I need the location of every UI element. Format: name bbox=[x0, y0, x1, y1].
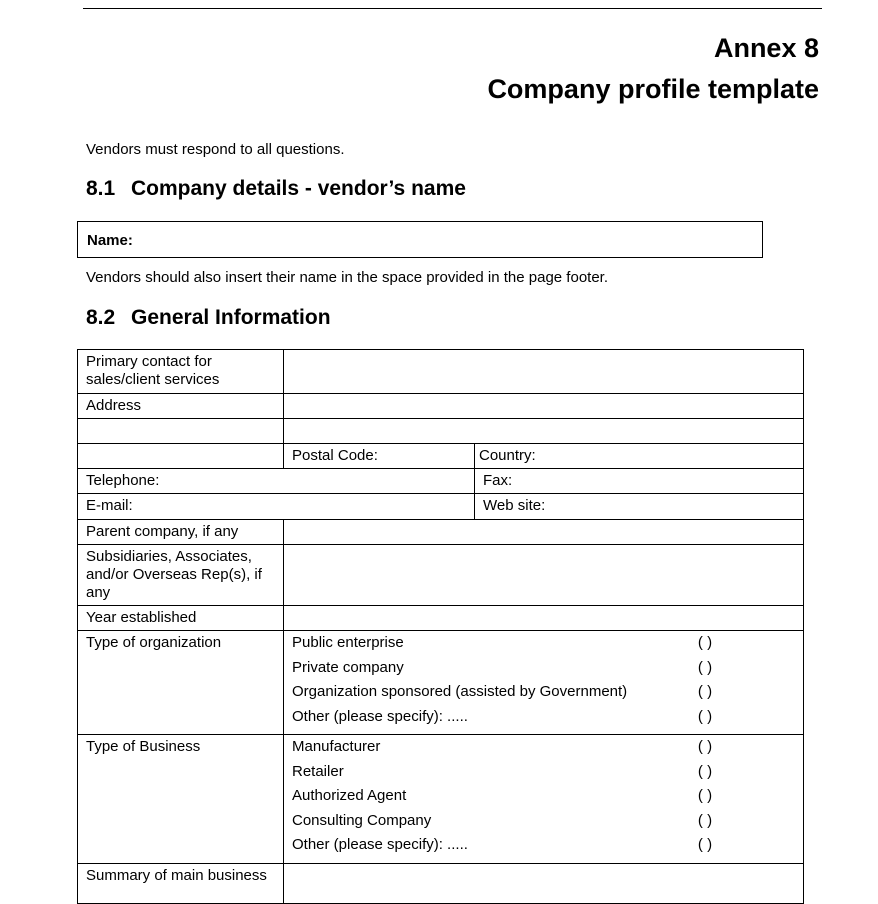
address-label: Address bbox=[78, 394, 284, 419]
primary-contact-field[interactable] bbox=[284, 350, 804, 394]
business-options bbox=[284, 735, 804, 864]
section-number: 8.2 bbox=[86, 306, 116, 329]
fax-field[interactable] bbox=[475, 469, 804, 494]
checkbox-mark[interactable]: ( ) bbox=[697, 634, 713, 651]
address-field-line-2[interactable] bbox=[284, 419, 804, 444]
table-row bbox=[78, 350, 804, 394]
website-field[interactable] bbox=[475, 494, 804, 520]
organization-options bbox=[284, 631, 804, 735]
parent-company-label: Parent company, if any bbox=[78, 520, 284, 545]
postal-code-field[interactable] bbox=[284, 444, 475, 469]
name-label: Name: bbox=[87, 232, 133, 249]
option-label: Retailer bbox=[292, 762, 344, 780]
address-label-spacer bbox=[78, 419, 284, 444]
option-label: Authorized Agent bbox=[292, 787, 407, 804]
option-consulting-company[interactable] bbox=[292, 812, 795, 837]
type-of-business-label: Type of Business bbox=[78, 735, 284, 864]
table-row bbox=[78, 444, 804, 469]
email-field[interactable] bbox=[78, 494, 475, 520]
table-row bbox=[78, 631, 804, 735]
checkbox-mark[interactable]: ( ) bbox=[697, 811, 713, 829]
option-other-business[interactable] bbox=[292, 836, 795, 861]
option-other-organization[interactable] bbox=[292, 708, 795, 733]
annex-heading bbox=[487, 28, 819, 110]
checkbox-mark[interactable]: ( ) bbox=[697, 683, 713, 700]
address-field-line-1[interactable] bbox=[284, 394, 804, 419]
country-label: Country: bbox=[479, 447, 536, 464]
checkbox-mark[interactable]: ( ) bbox=[697, 836, 713, 853]
table-row bbox=[78, 394, 804, 419]
checkbox-mark[interactable]: ( ) bbox=[697, 738, 713, 755]
general-info-table bbox=[77, 349, 804, 904]
option-label: Private company bbox=[292, 658, 404, 676]
checkbox-mark[interactable]: ( ) bbox=[697, 762, 713, 780]
table-row bbox=[78, 469, 804, 494]
address-label-spacer bbox=[78, 444, 284, 469]
parent-company-field[interactable] bbox=[284, 520, 804, 545]
option-private-company[interactable] bbox=[292, 659, 795, 684]
table-row bbox=[78, 545, 804, 606]
year-established-label: Year established bbox=[78, 606, 284, 631]
section-heading-8-1 bbox=[86, 177, 466, 201]
option-public-enterprise[interactable] bbox=[292, 634, 795, 659]
section-title: General Information bbox=[131, 306, 331, 329]
telephone-field[interactable] bbox=[78, 469, 475, 494]
top-rule bbox=[83, 8, 822, 9]
table-row bbox=[78, 494, 804, 520]
year-established-field[interactable] bbox=[284, 606, 804, 631]
summary-field[interactable] bbox=[284, 863, 804, 903]
website-label: Web site: bbox=[483, 497, 546, 514]
table-row bbox=[78, 419, 804, 444]
option-authorized-agent[interactable] bbox=[292, 787, 795, 812]
option-manufacturer[interactable] bbox=[292, 738, 795, 763]
option-label: Manufacturer bbox=[292, 738, 381, 755]
option-label: Consulting Company bbox=[292, 811, 432, 829]
checkbox-mark[interactable]: ( ) bbox=[697, 658, 713, 676]
type-of-organization-label: Type of organization bbox=[78, 631, 284, 735]
table-row bbox=[78, 606, 804, 631]
table-row bbox=[78, 863, 804, 903]
footer-note: Vendors should also insert their name in the space provided in the page footer. bbox=[86, 269, 609, 286]
table-row bbox=[78, 520, 804, 545]
primary-contact-label: Primary contact for sales/client services bbox=[78, 350, 284, 394]
option-government-sponsored[interactable] bbox=[292, 683, 795, 708]
checkbox-mark[interactable]: ( ) bbox=[697, 787, 713, 804]
section-title: Company details - vendor’s name bbox=[131, 177, 466, 200]
subsidiaries-label: Subsidiaries, Associates, and/or Overseas Rep(s), if any bbox=[78, 545, 284, 606]
checkbox-mark[interactable]: ( ) bbox=[697, 707, 713, 725]
country-field[interactable] bbox=[475, 444, 804, 469]
option-retailer[interactable] bbox=[292, 763, 795, 788]
postal-code-label: Postal Code: bbox=[292, 447, 378, 464]
annex-number: Annex 8 bbox=[713, 33, 819, 63]
annex-title: Company profile template bbox=[487, 74, 819, 104]
fax-label: Fax: bbox=[483, 472, 513, 489]
option-label: Public enterprise bbox=[292, 634, 404, 651]
table-row bbox=[78, 735, 804, 864]
subsidiaries-field[interactable] bbox=[284, 545, 804, 606]
section-number: 8.1 bbox=[86, 177, 116, 200]
summary-label: Summary of main business bbox=[78, 863, 284, 903]
option-label: Other (please specify): ..... bbox=[292, 707, 468, 725]
option-label: Organization sponsored (assisted by Government) bbox=[292, 683, 628, 700]
intro-text: Vendors must respond to all questions. bbox=[86, 141, 345, 158]
telephone-label: Telephone: bbox=[86, 472, 160, 489]
section-heading-8-2 bbox=[86, 306, 331, 330]
email-label: E-mail: bbox=[86, 497, 133, 514]
vendor-name-field[interactable] bbox=[77, 221, 763, 258]
option-label: Other (please specify): ..... bbox=[292, 836, 468, 853]
